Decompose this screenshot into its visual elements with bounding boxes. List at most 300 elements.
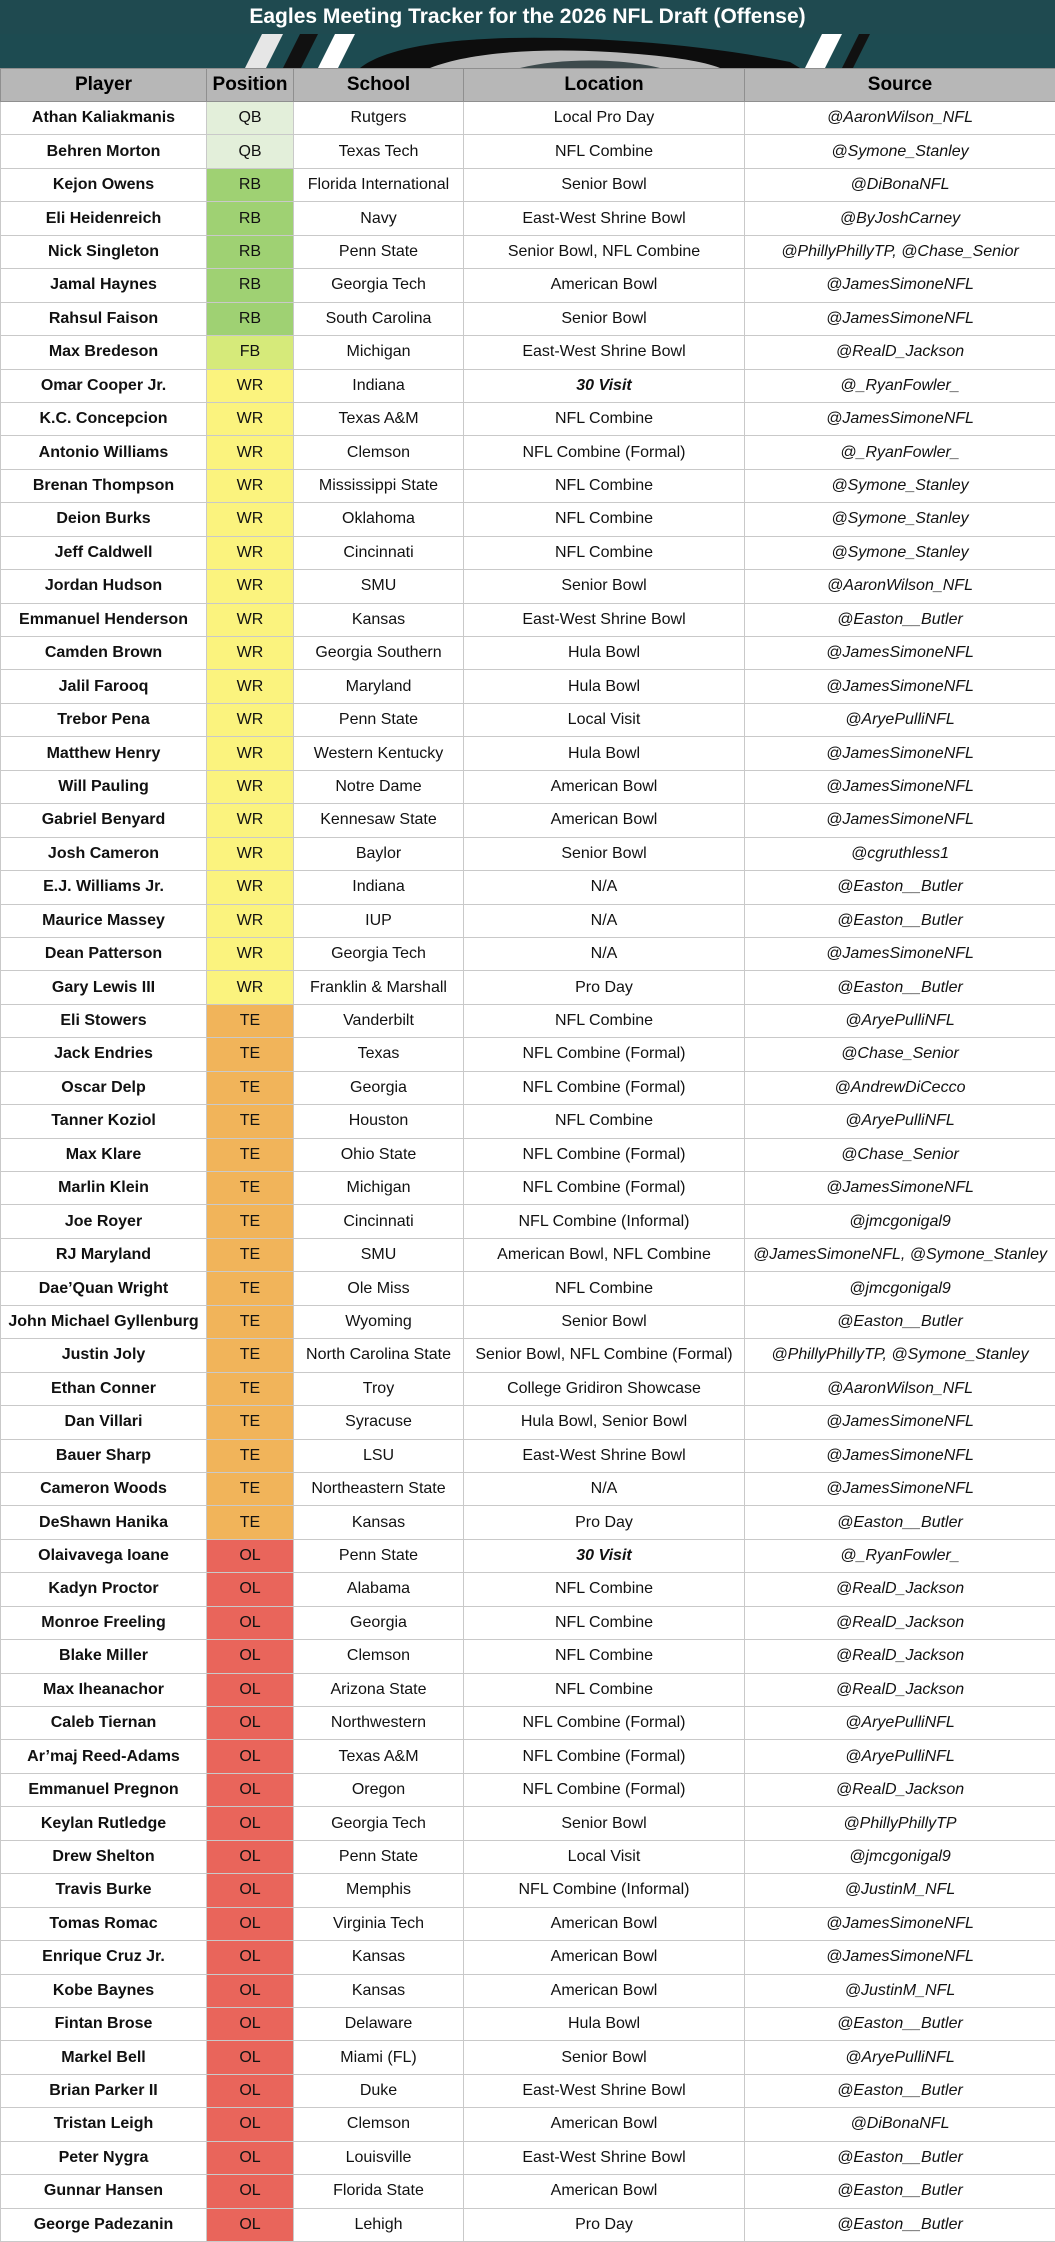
school-cell: Georgia Tech <box>294 1807 464 1840</box>
player-cell: Matthew Henry <box>1 737 207 770</box>
location-cell: 30 Visit <box>464 1539 745 1572</box>
school-cell: Navy <box>294 202 464 235</box>
header-location: Location <box>464 69 745 102</box>
position-cell: TE <box>207 1439 294 1472</box>
school-cell: Penn State <box>294 703 464 736</box>
position-cell: TE <box>207 1105 294 1138</box>
table-row <box>1 1205 1055 1238</box>
source-cell: @JamesSimoneNFL <box>745 1941 1055 1974</box>
source-cell: @RealD_Jackson <box>745 1573 1055 1606</box>
position-cell: OL <box>207 1907 294 1940</box>
player-cell: Ethan Conner <box>1 1372 207 1405</box>
school-cell: Cincinnati <box>294 536 464 569</box>
source-cell: @Easton__Butler <box>745 904 1055 937</box>
position-cell: TE <box>207 1406 294 1439</box>
school-cell: Clemson <box>294 436 464 469</box>
table-row <box>1 1539 1055 1572</box>
player-cell: Brenan Thompson <box>1 469 207 502</box>
header-player: Player <box>1 69 207 102</box>
table-row <box>1 336 1055 369</box>
source-cell: @JamesSimoneNFL <box>745 1439 1055 1472</box>
player-cell: Max Iheanachor <box>1 1673 207 1706</box>
player-cell: Oscar Delp <box>1 1071 207 1104</box>
source-cell: @cgruthless1 <box>745 837 1055 870</box>
player-cell: Dean Patterson <box>1 937 207 970</box>
position-cell: OL <box>207 1740 294 1773</box>
position-cell: TE <box>207 1004 294 1037</box>
player-cell: K.C. Concepcion <box>1 402 207 435</box>
table-row <box>1 168 1055 201</box>
position-cell: RB <box>207 202 294 235</box>
position-cell: RB <box>207 302 294 335</box>
position-cell: WR <box>207 937 294 970</box>
table-row <box>1 503 1055 536</box>
source-cell: @_RyanFowler_ <box>745 369 1055 402</box>
table-row <box>1 369 1055 402</box>
table-row <box>1 1038 1055 1071</box>
source-cell: @Easton__Butler <box>745 2141 1055 2174</box>
player-cell: Peter Nygra <box>1 2141 207 2174</box>
location-cell: NFL Combine (Formal) <box>464 1172 745 1205</box>
table-row <box>1 1907 1055 1940</box>
player-cell: Caleb Tiernan <box>1 1707 207 1740</box>
location-cell: NFL Combine (Formal) <box>464 436 745 469</box>
school-cell: Mississippi State <box>294 469 464 502</box>
source-cell: @JustinM_NFL <box>745 1874 1055 1907</box>
position-cell: WR <box>207 737 294 770</box>
table-row <box>1 1807 1055 1840</box>
table-row <box>1 1138 1055 1171</box>
school-cell: Alabama <box>294 1573 464 1606</box>
player-cell: Blake Miller <box>1 1640 207 1673</box>
source-cell: @AryePulliNFL <box>745 1707 1055 1740</box>
source-cell: @Easton__Butler <box>745 2074 1055 2107</box>
source-cell: @Easton__Butler <box>745 1506 1055 1539</box>
table-row <box>1 603 1055 636</box>
source-cell: @Easton__Butler <box>745 2208 1055 2241</box>
player-cell: Tanner Koziol <box>1 1105 207 1138</box>
position-cell: OL <box>207 1941 294 1974</box>
location-cell: NFL Combine <box>464 536 745 569</box>
source-cell: @Easton__Butler <box>745 971 1055 1004</box>
position-cell: WR <box>207 536 294 569</box>
location-cell: NFL Combine <box>464 1573 745 1606</box>
position-cell: OL <box>207 1539 294 1572</box>
school-cell: Michigan <box>294 336 464 369</box>
school-cell: Georgia Southern <box>294 637 464 670</box>
source-cell: @Easton__Butler <box>745 2175 1055 2208</box>
table-row <box>1 469 1055 502</box>
school-cell: Clemson <box>294 2108 464 2141</box>
source-cell: @RealD_Jackson <box>745 1673 1055 1706</box>
school-cell: Georgia <box>294 1606 464 1639</box>
location-cell: NFL Combine <box>464 135 745 168</box>
player-cell: Emmanuel Henderson <box>1 603 207 636</box>
location-cell: American Bowl <box>464 1907 745 1940</box>
player-cell: Eli Stowers <box>1 1004 207 1037</box>
player-cell: John Michael Gyllenburg <box>1 1305 207 1338</box>
player-cell: Camden Brown <box>1 637 207 670</box>
player-cell: Will Pauling <box>1 770 207 803</box>
school-cell: Cincinnati <box>294 1205 464 1238</box>
source-cell: @PhillyPhillyTP <box>745 1807 1055 1840</box>
player-cell: Enrique Cruz Jr. <box>1 1941 207 1974</box>
school-cell: Indiana <box>294 871 464 904</box>
school-cell: Ole Miss <box>294 1272 464 1305</box>
page-title: Eagles Meeting Tracker for the 2026 NFL Draft (Offense) <box>0 0 1055 34</box>
source-cell: @jmcgonigal9 <box>745 1840 1055 1873</box>
source-cell: @JamesSimoneNFL <box>745 737 1055 770</box>
school-cell: Oklahoma <box>294 503 464 536</box>
school-cell: Memphis <box>294 1874 464 1907</box>
school-cell: Texas Tech <box>294 135 464 168</box>
location-cell: NFL Combine <box>464 1004 745 1037</box>
school-cell: Florida International <box>294 168 464 201</box>
location-cell: NFL Combine (Formal) <box>464 1740 745 1773</box>
location-cell: Pro Day <box>464 2208 745 2241</box>
location-cell: NFL Combine <box>464 402 745 435</box>
position-cell: TE <box>207 1038 294 1071</box>
player-cell: Cameron Woods <box>1 1472 207 1505</box>
table-row <box>1 1105 1055 1138</box>
position-cell: OL <box>207 1773 294 1806</box>
position-cell: TE <box>207 1238 294 1271</box>
school-cell: Louisville <box>294 2141 464 2174</box>
table-row <box>1 2175 1055 2208</box>
school-cell: Delaware <box>294 2007 464 2040</box>
school-cell: Maryland <box>294 670 464 703</box>
header-row <box>1 69 1055 102</box>
location-cell: American Bowl <box>464 269 745 302</box>
source-cell: @JamesSimoneNFL <box>745 804 1055 837</box>
school-cell: Texas A&M <box>294 402 464 435</box>
table-row <box>1 1406 1055 1439</box>
location-cell: Senior Bowl <box>464 837 745 870</box>
source-cell: @AryePulliNFL <box>745 1004 1055 1037</box>
position-cell: TE <box>207 1071 294 1104</box>
position-cell: TE <box>207 1339 294 1372</box>
location-cell: American Bowl <box>464 770 745 803</box>
school-cell: Penn State <box>294 235 464 268</box>
table-row <box>1 703 1055 736</box>
location-cell: Local Visit <box>464 1840 745 1873</box>
position-cell: RB <box>207 168 294 201</box>
school-cell: Franklin & Marshall <box>294 971 464 1004</box>
position-cell: WR <box>207 703 294 736</box>
player-cell: Markel Bell <box>1 2041 207 2074</box>
school-cell: Clemson <box>294 1640 464 1673</box>
location-cell: American Bowl <box>464 2108 745 2141</box>
table-row <box>1 2041 1055 2074</box>
table-row <box>1 1606 1055 1639</box>
player-cell: Deion Burks <box>1 503 207 536</box>
table-row <box>1 2141 1055 2174</box>
table-row <box>1 904 1055 937</box>
table-row <box>1 737 1055 770</box>
position-cell: TE <box>207 1506 294 1539</box>
position-cell: TE <box>207 1372 294 1405</box>
source-cell: @JustinM_NFL <box>745 1974 1055 2007</box>
source-cell: @Easton__Butler <box>745 603 1055 636</box>
position-cell: OL <box>207 1673 294 1706</box>
player-cell: Jamal Haynes <box>1 269 207 302</box>
source-cell: @Symone_Stanley <box>745 503 1055 536</box>
source-cell: @Symone_Stanley <box>745 135 1055 168</box>
source-cell: @JamesSimoneNFL <box>745 1406 1055 1439</box>
source-cell: @RealD_Jackson <box>745 1606 1055 1639</box>
player-cell: Tomas Romac <box>1 1907 207 1940</box>
table-row <box>1 1773 1055 1806</box>
position-cell: OL <box>207 2007 294 2040</box>
school-cell: Georgia Tech <box>294 269 464 302</box>
table-row <box>1 1071 1055 1104</box>
player-cell: Gunnar Hansen <box>1 2175 207 2208</box>
location-cell: Senior Bowl, NFL Combine (Formal) <box>464 1339 745 1372</box>
school-cell: Oregon <box>294 1773 464 1806</box>
player-cell: Marlin Klein <box>1 1172 207 1205</box>
table-row <box>1 1439 1055 1472</box>
position-cell: OL <box>207 2108 294 2141</box>
school-cell: Notre Dame <box>294 770 464 803</box>
location-cell: College Gridiron Showcase <box>464 1372 745 1405</box>
player-cell: Kejon Owens <box>1 168 207 201</box>
player-cell: Antonio Williams <box>1 436 207 469</box>
school-cell: IUP <box>294 904 464 937</box>
table-row <box>1 235 1055 268</box>
table-row <box>1 135 1055 168</box>
table-row <box>1 1874 1055 1907</box>
table-row <box>1 670 1055 703</box>
source-cell: @Easton__Butler <box>745 871 1055 904</box>
table-row <box>1 2208 1055 2241</box>
table-row <box>1 1272 1055 1305</box>
position-cell: OL <box>207 2041 294 2074</box>
position-cell: OL <box>207 2208 294 2241</box>
table-row <box>1 637 1055 670</box>
player-cell: Ar’maj Reed-Adams <box>1 1740 207 1773</box>
player-cell: Jordan Hudson <box>1 570 207 603</box>
table-row <box>1 1372 1055 1405</box>
location-cell: Hula Bowl <box>464 2007 745 2040</box>
table-row <box>1 770 1055 803</box>
school-cell: Wyoming <box>294 1305 464 1338</box>
table-row <box>1 937 1055 970</box>
position-cell: OL <box>207 1606 294 1639</box>
source-cell: @_RyanFowler_ <box>745 436 1055 469</box>
position-cell: TE <box>207 1205 294 1238</box>
source-cell: @AndrewDiCecco <box>745 1071 1055 1104</box>
player-cell: RJ Maryland <box>1 1238 207 1271</box>
table-row <box>1 1707 1055 1740</box>
table-row <box>1 1740 1055 1773</box>
player-cell: Max Klare <box>1 1138 207 1171</box>
position-cell: QB <box>207 135 294 168</box>
source-cell: @PhillyPhillyTP, @Symone_Stanley <box>745 1339 1055 1372</box>
meeting-tracker-table <box>0 68 1055 2242</box>
location-cell: Senior Bowl <box>464 302 745 335</box>
source-cell: @Easton__Butler <box>745 2007 1055 2040</box>
table-row <box>1 1305 1055 1338</box>
location-cell: American Bowl <box>464 1941 745 1974</box>
school-cell: South Carolina <box>294 302 464 335</box>
school-cell: Virginia Tech <box>294 1907 464 1940</box>
school-cell: Indiana <box>294 369 464 402</box>
location-cell: NFL Combine <box>464 503 745 536</box>
school-cell: Kansas <box>294 1941 464 1974</box>
source-cell: @JamesSimoneNFL <box>745 770 1055 803</box>
position-cell: OL <box>207 1840 294 1873</box>
position-cell: OL <box>207 1874 294 1907</box>
school-cell: Syracuse <box>294 1406 464 1439</box>
position-cell: WR <box>207 570 294 603</box>
table-row <box>1 804 1055 837</box>
location-cell: East-West Shrine Bowl <box>464 202 745 235</box>
table-row <box>1 971 1055 1004</box>
location-cell: Senior Bowl <box>464 570 745 603</box>
table-row <box>1 102 1055 135</box>
player-cell: Athan Kaliakmanis <box>1 102 207 135</box>
school-cell: SMU <box>294 570 464 603</box>
table-row <box>1 1172 1055 1205</box>
player-cell: Max Bredeson <box>1 336 207 369</box>
location-cell: East-West Shrine Bowl <box>464 1439 745 1472</box>
source-cell: @AryePulliNFL <box>745 2041 1055 2074</box>
location-cell: N/A <box>464 937 745 970</box>
school-cell: SMU <box>294 1238 464 1271</box>
table-row <box>1 302 1055 335</box>
location-cell: American Bowl, NFL Combine <box>464 1238 745 1271</box>
source-cell: @AaronWilson_NFL <box>745 1372 1055 1405</box>
player-cell: Travis Burke <box>1 1874 207 1907</box>
table-row <box>1 1238 1055 1271</box>
location-cell: NFL Combine <box>464 1673 745 1706</box>
location-cell: N/A <box>464 871 745 904</box>
location-cell: Senior Bowl <box>464 1807 745 1840</box>
position-cell: WR <box>207 436 294 469</box>
player-cell: Josh Cameron <box>1 837 207 870</box>
location-cell: Senior Bowl, NFL Combine <box>464 235 745 268</box>
school-cell: North Carolina State <box>294 1339 464 1372</box>
source-cell: @AryePulliNFL <box>745 1740 1055 1773</box>
title-banner <box>0 0 1055 68</box>
player-cell: Dan Villari <box>1 1406 207 1439</box>
position-cell: WR <box>207 904 294 937</box>
school-cell: Duke <box>294 2074 464 2107</box>
location-cell: NFL Combine <box>464 1606 745 1639</box>
source-cell: @jmcgonigal9 <box>745 1272 1055 1305</box>
player-cell: Eli Heidenreich <box>1 202 207 235</box>
source-cell: @JamesSimoneNFL <box>745 302 1055 335</box>
source-cell: @AaronWilson_NFL <box>745 570 1055 603</box>
table-row <box>1 1339 1055 1372</box>
source-cell: @JamesSimoneNFL <box>745 670 1055 703</box>
table-row <box>1 1472 1055 1505</box>
source-cell: @Easton__Butler <box>745 1305 1055 1338</box>
position-cell: TE <box>207 1272 294 1305</box>
player-cell: Jeff Caldwell <box>1 536 207 569</box>
source-cell: @RealD_Jackson <box>745 336 1055 369</box>
position-cell: OL <box>207 1573 294 1606</box>
table-row <box>1 436 1055 469</box>
source-cell: @_RyanFowler_ <box>745 1539 1055 1572</box>
player-cell: Gary Lewis III <box>1 971 207 1004</box>
source-cell: @JamesSimoneNFL <box>745 1172 1055 1205</box>
source-cell: @JamesSimoneNFL <box>745 269 1055 302</box>
school-cell: Northeastern State <box>294 1472 464 1505</box>
table-row <box>1 269 1055 302</box>
player-cell: Kobe Baynes <box>1 1974 207 2007</box>
source-cell: @JamesSimoneNFL <box>745 937 1055 970</box>
position-cell: TE <box>207 1172 294 1205</box>
location-cell: NFL Combine (Informal) <box>464 1205 745 1238</box>
source-cell: @Chase_Senior <box>745 1038 1055 1071</box>
location-cell: NFL Combine (Formal) <box>464 1707 745 1740</box>
school-cell: Troy <box>294 1372 464 1405</box>
school-cell: Houston <box>294 1105 464 1138</box>
player-cell: Jack Endries <box>1 1038 207 1071</box>
table-row <box>1 837 1055 870</box>
player-cell: Nick Singleton <box>1 235 207 268</box>
location-cell: American Bowl <box>464 804 745 837</box>
position-cell: OL <box>207 1640 294 1673</box>
location-cell: NFL Combine (Informal) <box>464 1874 745 1907</box>
table-row <box>1 536 1055 569</box>
source-cell: @jmcgonigal9 <box>745 1205 1055 1238</box>
player-cell: George Padezanin <box>1 2208 207 2241</box>
table-row <box>1 1840 1055 1873</box>
position-cell: WR <box>207 402 294 435</box>
position-cell: TE <box>207 1305 294 1338</box>
location-cell: Hula Bowl, Senior Bowl <box>464 1406 745 1439</box>
position-cell: OL <box>207 2175 294 2208</box>
school-cell: Arizona State <box>294 1673 464 1706</box>
position-cell: WR <box>207 670 294 703</box>
player-cell: Tristan Leigh <box>1 2108 207 2141</box>
location-cell: NFL Combine (Formal) <box>464 1773 745 1806</box>
position-cell: WR <box>207 503 294 536</box>
position-cell: FB <box>207 336 294 369</box>
location-cell: Hula Bowl <box>464 637 745 670</box>
player-cell: Justin Joly <box>1 1339 207 1372</box>
source-cell: @PhillyPhillyTP, @Chase_Senior <box>745 235 1055 268</box>
table-row <box>1 202 1055 235</box>
position-cell: TE <box>207 1138 294 1171</box>
player-cell: Dae’Quan Wright <box>1 1272 207 1305</box>
source-cell: @DiBonaNFL <box>745 168 1055 201</box>
header-source: Source <box>745 69 1055 102</box>
player-cell: DeShawn Hanika <box>1 1506 207 1539</box>
school-cell: Georgia <box>294 1071 464 1104</box>
player-cell: Bauer Sharp <box>1 1439 207 1472</box>
player-cell: Fintan Brose <box>1 2007 207 2040</box>
location-cell: NFL Combine <box>464 469 745 502</box>
position-cell: WR <box>207 603 294 636</box>
location-cell: N/A <box>464 1472 745 1505</box>
table-row <box>1 570 1055 603</box>
source-cell: @AryePulliNFL <box>745 703 1055 736</box>
position-cell: OL <box>207 1807 294 1840</box>
position-cell: WR <box>207 369 294 402</box>
location-cell: Senior Bowl <box>464 168 745 201</box>
location-cell: Local Pro Day <box>464 102 745 135</box>
player-cell: Gabriel Benyard <box>1 804 207 837</box>
location-cell: NFL Combine <box>464 1640 745 1673</box>
player-cell: Rahsul Faison <box>1 302 207 335</box>
position-cell: QB <box>207 102 294 135</box>
source-cell: @JamesSimoneNFL <box>745 1472 1055 1505</box>
school-cell: Lehigh <box>294 2208 464 2241</box>
player-cell: E.J. Williams Jr. <box>1 871 207 904</box>
